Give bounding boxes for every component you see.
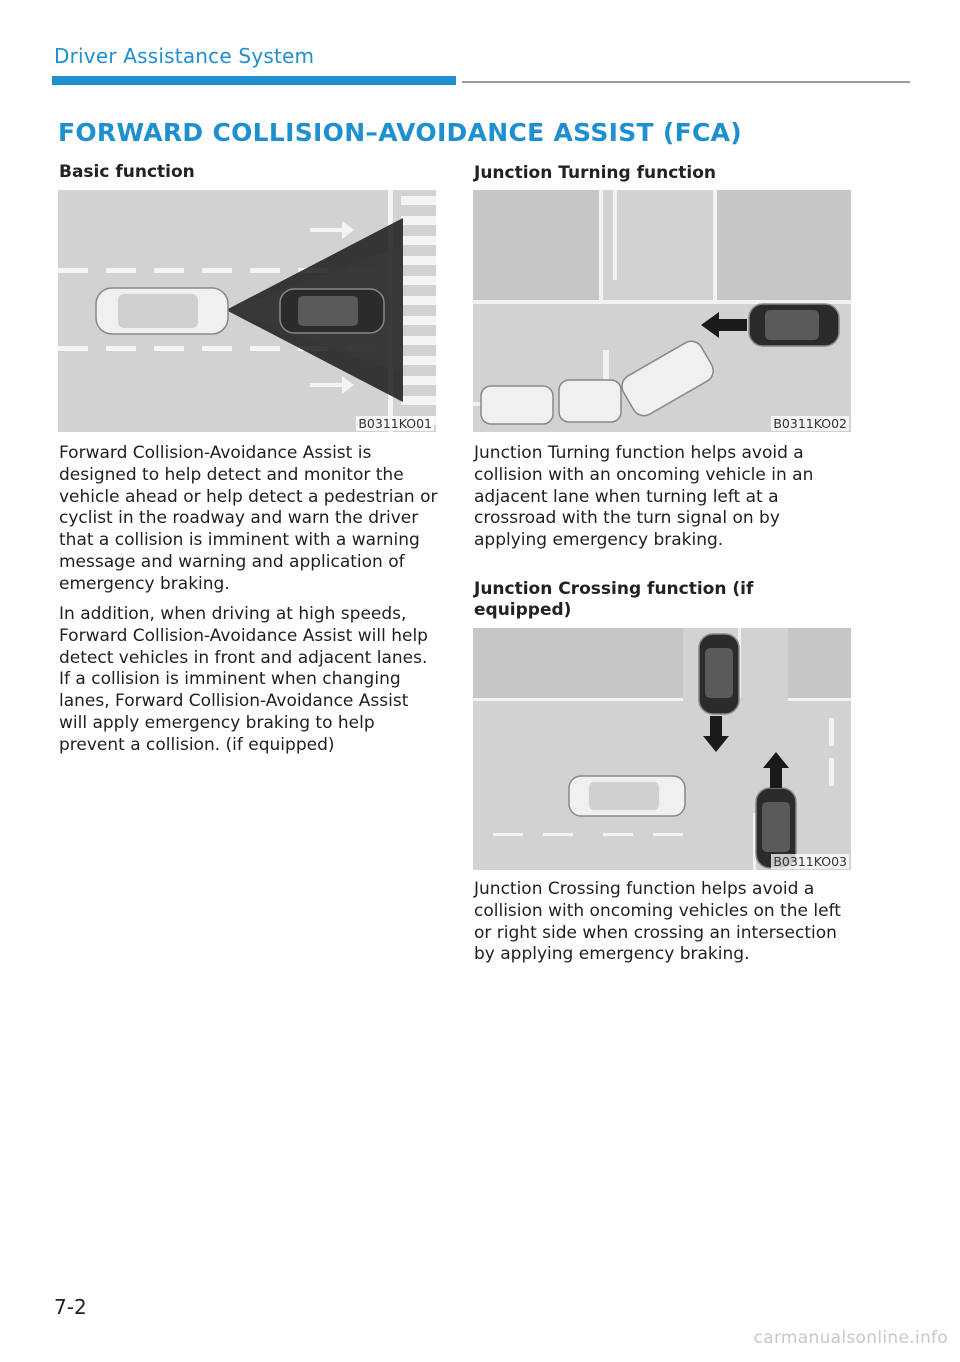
- header-section-title: Driver Assistance System: [54, 44, 315, 68]
- figure-code: B0311KO03: [773, 854, 847, 869]
- junction-turning-paragraph: Junction Turning function helps avoid a collision with an oncoming vehicle in an adjacent lane when turning left at a crossroad with the turn signal on by applying emergency braking.: [474, 443, 814, 551]
- basic-function-paragraph: Forward Collision-Avoidance Assist is designed to help detect and monitor the vehicle ahead or help detect a pedestrian or cyclist in the roadway and warn the driver that a collision is imminent with a warning message and warning and application of emergency braking.: [59, 443, 438, 594]
- header-rule: [462, 81, 910, 83]
- figure-junction-turning: [473, 190, 851, 432]
- figure-junction-crossing: [473, 628, 851, 870]
- figure-basic-function: [58, 190, 436, 432]
- figure-code: B0311KO02: [773, 416, 847, 431]
- junction-crossing-paragraph: Junction Crossing function helps avoid a collision with oncoming vehicles on the left or right side when crossing an intersection by applying emergency braking.: [474, 879, 841, 965]
- basic-function-heading: Basic function: [59, 162, 195, 182]
- header-accent-bar: [52, 76, 456, 85]
- page-number: 7-2: [54, 1295, 87, 1319]
- figure-code: B0311KO01: [358, 416, 432, 431]
- junction-turning-heading: Junction Turning function: [474, 163, 717, 183]
- watermark: carmanualsonline.info: [753, 1328, 948, 1348]
- section-title: FORWARD COLLISION–AVOIDANCE ASSIST (FCA): [58, 118, 743, 147]
- junction-crossing-heading: Junction Crossing function (if equipped): [474, 579, 754, 620]
- high-speed-paragraph: In addition, when driving at high speeds, Forward Collision-Avoidance Assist will help detect vehicles in front and adjacent lanes. If a collision is imminent when changing lanes, Forward Collision-Avoidance Assist will apply emergency braking to help prevent a collision. (if equipped): [59, 604, 428, 755]
